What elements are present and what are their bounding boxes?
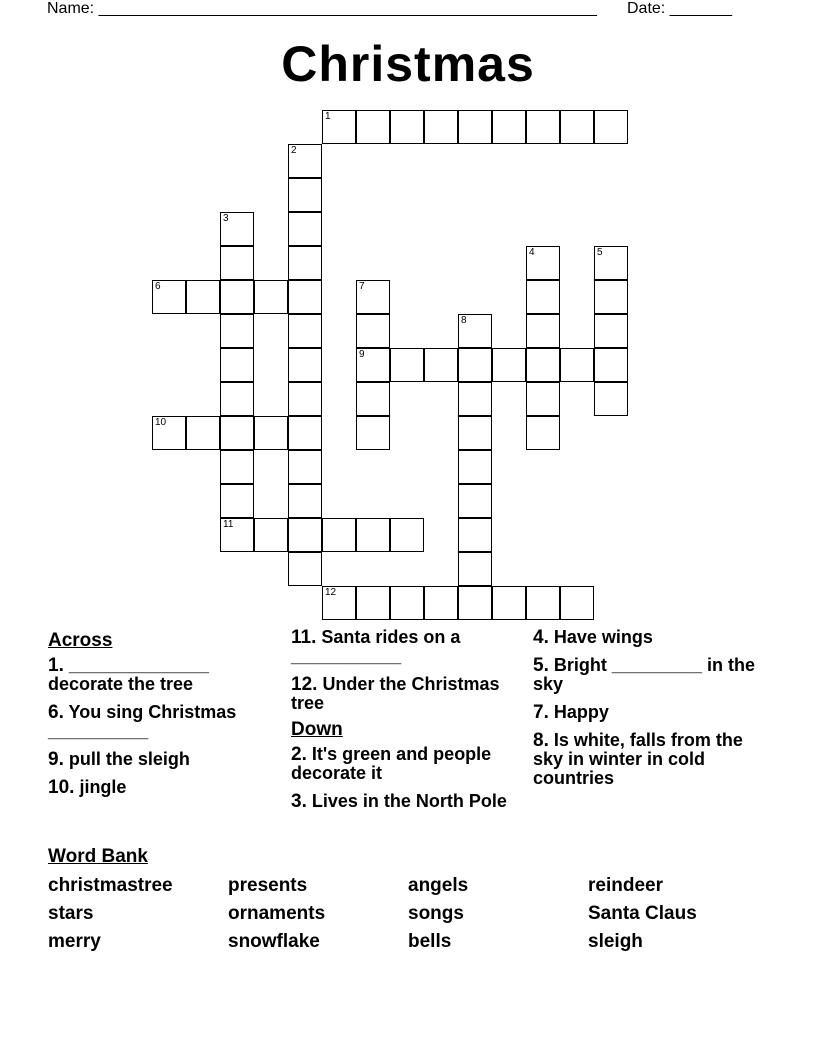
- crossword-cell[interactable]: [594, 348, 628, 382]
- clue-number: 4.: [533, 627, 549, 648]
- crossword-cell[interactable]: [220, 518, 254, 552]
- word-bank-word: stars: [48, 903, 94, 924]
- clue-number: 7.: [533, 702, 549, 723]
- clue-number: 1.: [48, 655, 64, 676]
- clue-number: 11.: [291, 627, 317, 648]
- word-bank-word: ornaments: [228, 903, 326, 924]
- clue-number-label: 1: [325, 111, 331, 122]
- crossword-cell[interactable]: [594, 382, 628, 416]
- crossword-cell[interactable]: [288, 518, 322, 552]
- crossword-cell[interactable]: [288, 178, 322, 212]
- clue-item: [533, 731, 763, 788]
- clue-number-label: 3: [223, 213, 229, 224]
- clue-text: Is white, falls from the sky in winter in cold countries: [533, 730, 743, 788]
- clue-number: 12.: [291, 674, 318, 695]
- clue-item: [48, 703, 278, 741]
- clue-column-2: [291, 628, 521, 820]
- crossword-cell[interactable]: [288, 484, 322, 518]
- crossword-cell[interactable]: [254, 518, 288, 552]
- clue-item: [291, 675, 521, 713]
- crossword-cell[interactable]: [526, 382, 560, 416]
- word-bank-title: Word Bank: [48, 846, 148, 867]
- crossword-cell[interactable]: [492, 110, 526, 144]
- crossword-cell[interactable]: [526, 416, 560, 450]
- clue-item: [291, 745, 521, 783]
- crossword-cell[interactable]: [288, 246, 322, 280]
- clue-item: [533, 628, 763, 647]
- crossword-cell[interactable]: [220, 348, 254, 382]
- word-bank-word: angels: [408, 875, 469, 896]
- crossword-cell[interactable]: [458, 518, 492, 552]
- clue-text: Happy: [553, 702, 609, 722]
- crossword-cell[interactable]: [220, 280, 254, 314]
- crossword-cell[interactable]: [220, 246, 254, 280]
- clue-text: Have wings: [553, 627, 653, 647]
- clue-number-label: 12: [325, 587, 337, 598]
- crossword-cell[interactable]: [220, 382, 254, 416]
- word-bank-word: snowflake: [228, 931, 320, 952]
- crossword-cell[interactable]: [220, 450, 254, 484]
- clue-number: 8.: [533, 730, 549, 751]
- crossword-cell[interactable]: [492, 348, 526, 382]
- crossword-cell[interactable]: [458, 314, 492, 348]
- crossword-cell[interactable]: [322, 586, 356, 620]
- crossword-cell[interactable]: [254, 416, 288, 450]
- word-bank-word: bells: [408, 931, 452, 952]
- clue-text: Lives in the North Pole: [311, 791, 507, 811]
- clue-text: Under the Christmas tree: [291, 674, 500, 713]
- clue-item: [48, 778, 278, 797]
- name-field-line: Name: ________________________________________________________: [47, 0, 597, 17]
- clue-text: ______________ decorate the tree: [48, 655, 210, 694]
- crossword-cell[interactable]: [458, 348, 492, 382]
- crossword-cell[interactable]: [356, 382, 390, 416]
- page-title: Christmas: [281, 36, 535, 92]
- clue-number: 6.: [48, 702, 64, 723]
- clue-text: Bright _________ in the sky: [533, 655, 755, 694]
- crossword-cell[interactable]: [322, 518, 356, 552]
- clue-number-label: 4: [529, 247, 535, 258]
- crossword-cell[interactable]: [186, 416, 220, 450]
- clue-number-label: 8: [461, 315, 467, 326]
- crossword-cell[interactable]: [458, 450, 492, 484]
- crossword-cell[interactable]: [526, 348, 560, 382]
- crossword-cell[interactable]: [390, 110, 424, 144]
- crossword-cell[interactable]: [220, 212, 254, 246]
- clue-item: [291, 792, 521, 811]
- clue-number: 9.: [48, 749, 64, 770]
- crossword-cell[interactable]: [356, 518, 390, 552]
- clue-text: You sing Christmas __________: [48, 702, 237, 741]
- crossword-cell[interactable]: [526, 280, 560, 314]
- crossword-cell[interactable]: [220, 416, 254, 450]
- crossword-cell[interactable]: [424, 110, 458, 144]
- across-heading: Across: [48, 630, 113, 651]
- clue-number-label: 2: [291, 145, 297, 156]
- clue-number-label: 10: [155, 417, 167, 428]
- crossword-cell[interactable]: [288, 280, 322, 314]
- crossword-cell[interactable]: [152, 416, 186, 450]
- crossword-cell[interactable]: [288, 416, 322, 450]
- crossword-cell[interactable]: [526, 586, 560, 620]
- clue-item: [48, 750, 278, 769]
- crossword-cell[interactable]: [186, 280, 220, 314]
- crossword-cell[interactable]: [560, 586, 594, 620]
- crossword-cell[interactable]: [526, 110, 560, 144]
- clue-number-label: 5: [597, 247, 603, 258]
- crossword-cell[interactable]: [390, 518, 424, 552]
- crossword-cell[interactable]: [458, 110, 492, 144]
- crossword-cell[interactable]: [458, 586, 492, 620]
- crossword-cell[interactable]: [458, 552, 492, 586]
- crossword-cell[interactable]: [288, 382, 322, 416]
- crossword-cell[interactable]: [458, 484, 492, 518]
- clue-number-label: 11: [223, 519, 234, 530]
- crossword-cell[interactable]: [458, 382, 492, 416]
- clue-text: Santa rides on a ___________: [291, 627, 461, 666]
- clue-number: 2.: [291, 744, 307, 765]
- word-bank-word: christmastree: [48, 875, 173, 896]
- crossword-cell[interactable]: [220, 484, 254, 518]
- clue-number: 5.: [533, 655, 549, 676]
- crossword-cell[interactable]: [526, 246, 560, 280]
- down-clue-list: [291, 745, 521, 811]
- down-clue-list-continued: [533, 628, 763, 788]
- crossword-cell[interactable]: [288, 348, 322, 382]
- clue-number: 3.: [291, 791, 307, 812]
- clue-text: pull the sleigh: [68, 749, 190, 769]
- crossword-cell[interactable]: [288, 450, 322, 484]
- word-bank-word: reindeer: [588, 875, 663, 896]
- crossword-cell[interactable]: [390, 586, 424, 620]
- word-bank-word: merry: [48, 931, 101, 952]
- crossword-cell[interactable]: [288, 314, 322, 348]
- crossword-cell[interactable]: [424, 586, 458, 620]
- crossword-cell[interactable]: [424, 348, 458, 382]
- clue-text: jingle: [79, 777, 127, 797]
- word-bank-word: sleigh: [588, 931, 643, 952]
- clue-number-label: 7: [359, 281, 365, 292]
- crossword-cell[interactable]: [322, 110, 356, 144]
- crossword-cell[interactable]: [356, 586, 390, 620]
- date-field-line: Date: _______: [627, 0, 732, 17]
- crossword-cell[interactable]: [458, 416, 492, 450]
- clue-number: 10.: [48, 777, 75, 798]
- crossword-cell[interactable]: [220, 314, 254, 348]
- clue-column-3: [533, 628, 763, 797]
- crossword-cell[interactable]: [152, 280, 186, 314]
- crossword-cell[interactable]: [356, 280, 390, 314]
- crossword-cell[interactable]: [492, 586, 526, 620]
- across-clue-list: [48, 656, 278, 797]
- crossword-cell[interactable]: [594, 246, 628, 280]
- crossword-cell[interactable]: [288, 212, 322, 246]
- clue-text: It's green and people decorate it: [291, 744, 492, 783]
- crossword-cell[interactable]: [594, 110, 628, 144]
- crossword-cell[interactable]: [594, 280, 628, 314]
- clue-number-label: 6: [155, 281, 161, 292]
- crossword-cell[interactable]: [390, 348, 424, 382]
- crossword-cell[interactable]: [356, 110, 390, 144]
- crossword-cell[interactable]: [288, 552, 322, 586]
- clue-item: [533, 656, 763, 694]
- crossword-cell[interactable]: [594, 314, 628, 348]
- clue-column-1: [48, 628, 278, 806]
- crossword-cell[interactable]: [526, 314, 560, 348]
- crossword-cell[interactable]: [560, 348, 594, 382]
- clue-item: [533, 703, 763, 722]
- down-heading: Down: [291, 719, 343, 740]
- crossword-cell[interactable]: [288, 144, 322, 178]
- word-bank-word: presents: [228, 875, 308, 896]
- crossword-cell[interactable]: [356, 348, 390, 382]
- clue-item: [291, 628, 521, 666]
- across-clue-list-continued: [291, 628, 521, 713]
- clue-item: [48, 656, 278, 694]
- crossword-cell[interactable]: [560, 110, 594, 144]
- crossword-cell[interactable]: [356, 416, 390, 450]
- crossword-cell[interactable]: [254, 280, 288, 314]
- word-bank-word: songs: [408, 903, 464, 924]
- clue-number-label: 9: [359, 349, 365, 360]
- crossword-cell[interactable]: [356, 314, 390, 348]
- word-bank-word: Santa Claus: [588, 903, 697, 924]
